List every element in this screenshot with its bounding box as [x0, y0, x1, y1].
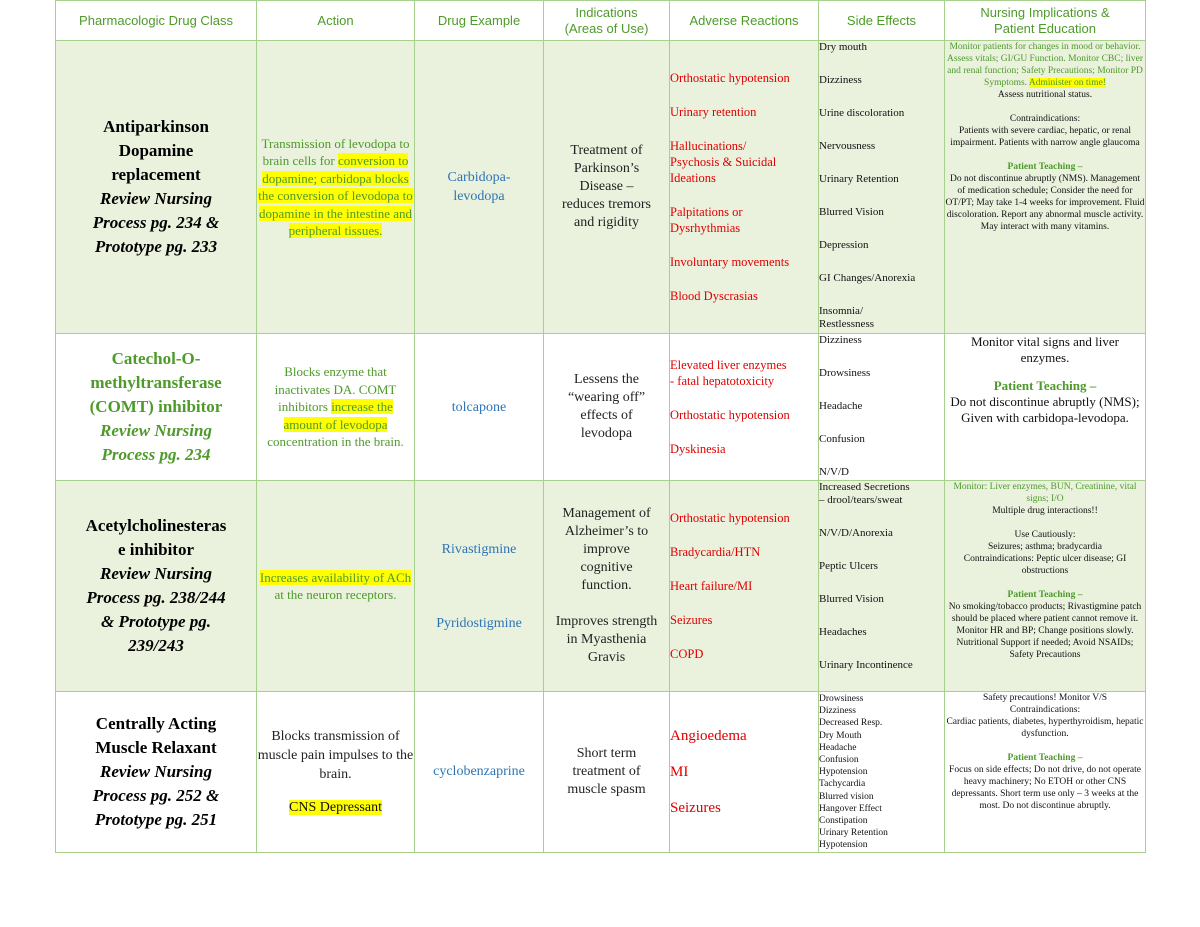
side-effect-item: N/V/D/Anorexia: [819, 527, 893, 539]
side-effect-item: Dizziness: [819, 74, 862, 86]
header-adverse-reactions: Adverse Reactions: [670, 1, 819, 41]
side-effect-item: Urinary Incontinence: [819, 659, 913, 671]
indication-line: Management of: [562, 506, 651, 521]
side-effect-item: Dry mouth: [819, 41, 867, 53]
header-action: Action: [257, 1, 415, 41]
action-highlight: Increases availability of ACh: [259, 569, 412, 585]
adverse-reactions-cell: [670, 481, 819, 692]
adverse-item: Palpitations or: [670, 205, 743, 219]
reference-line: Process pg. 238/244: [86, 588, 226, 607]
contraindications-text: Cardiac patients, diabetes, hyperthyroidism, hepatic dysfunction.: [946, 717, 1144, 739]
reference-line: 239/243: [128, 636, 184, 655]
drug-name: tolcapone: [451, 399, 507, 415]
class-name-line: (COMT) inhibitor: [89, 397, 223, 416]
adverse-item: Orthostatic hypotension: [670, 71, 790, 85]
adverse-reactions-cell: [670, 692, 819, 853]
indication-line: Lessens the: [574, 372, 639, 387]
adverse-item: Heart failure/MI: [670, 579, 753, 593]
side-effect-item: Drowsiness: [819, 694, 864, 704]
side-effect-item: Urine discoloration: [819, 107, 905, 119]
adverse-item: Angioedema: [670, 727, 747, 744]
caution-text: Seizures; asthma; bradycardia: [988, 542, 1102, 552]
indication-line: function.: [581, 578, 632, 593]
reference-line: Process pg. 234: [101, 445, 211, 464]
drug-name: Pyridostigmine: [436, 615, 522, 631]
class-name-line: Dopamine: [118, 141, 194, 160]
adverse-item: - fatal hepatotoxicity: [670, 374, 775, 388]
indication-line: Short term: [576, 745, 637, 761]
action-text: Transmission of levodopa to brain cells for: [261, 135, 410, 168]
indication-line: Alzheimer’s to: [564, 524, 649, 539]
caution-title: Use Cautiously:: [1014, 530, 1076, 540]
side-effects-cell: [819, 41, 945, 334]
side-effect-item: Headache: [819, 400, 863, 412]
action-cell: [257, 692, 415, 853]
nursing-text: Safety precautions! Monitor V/S: [982, 693, 1108, 703]
side-effect-item: Insomnia/: [819, 305, 863, 317]
drug-class-cell: [56, 334, 257, 481]
patient-teaching-text: Do not discontinue abruptly (NMS); Given with carbidopa-levodopa.: [950, 394, 1140, 425]
reference-line: Prototype pg. 251: [94, 809, 218, 829]
drug-name: Carbidopa-: [447, 170, 511, 185]
patient-teaching-title: Patient Teaching –: [1007, 162, 1083, 172]
adverse-item: Orthostatic hypotension: [670, 511, 790, 525]
side-effects-cell: [819, 481, 945, 692]
class-name-line: Catechol-O-: [111, 349, 201, 368]
side-effect-item: Blurred vision: [819, 791, 874, 802]
action-highlight: increase the amount of levodopa: [283, 399, 393, 432]
side-effect-item: Dizziness: [819, 334, 862, 346]
nursing-implications-cell: [945, 334, 1146, 481]
reference-line: Review Nursing: [100, 564, 212, 583]
side-effects-cell: [819, 692, 945, 853]
indications-cell: [544, 41, 670, 334]
reference-line: Prototype pg. 233: [94, 237, 218, 256]
indication-line: reduces tremors: [561, 197, 652, 212]
class-name-line: e inhibitor: [117, 540, 195, 559]
patient-teaching-text: No smoking/tobacco products; Rivastigmine patch should be placed where patient cannot remove it. Monitor HR and BP; Change positions slowly. Nutritional Support if needed; Avoid NSAIDs; Safety Precautions: [948, 602, 1142, 660]
indication-line: treatment of: [572, 763, 641, 779]
drug-class-cell: [56, 41, 257, 334]
side-effect-item: Dry Mouth: [819, 730, 862, 741]
patient-teaching-text: Do not discontinue abruptly (NMS). Management of medication schedule; Consider the need for OT/PT; May take 1-4 weeks for improvement. Fluid discoloration. Report any abnormal muscle activity. May interact with many vitamins.: [945, 174, 1145, 232]
indication-line: effects of: [580, 408, 633, 423]
header-side-effects: Side Effects: [819, 1, 945, 41]
adverse-item: Psychosis & Suicidal: [670, 155, 777, 169]
adverse-item: Elevated liver enzymes: [670, 358, 787, 372]
drug-example-cell: [415, 41, 544, 334]
patient-teaching-title: Patient Teaching –: [993, 378, 1097, 393]
indication-line: cognitive: [580, 560, 633, 575]
adverse-item: Hallucinations/: [670, 139, 747, 153]
nursing-implications-cell: [945, 692, 1146, 853]
side-effect-item: Blurred Vision: [819, 206, 884, 218]
header-nursing-implications: Nursing Implications & Patient Education: [945, 1, 1146, 41]
action-text: concentration in the brain.: [267, 434, 404, 450]
header-row: [56, 1, 1146, 41]
table-row: [56, 692, 1146, 853]
contraindications-title: Contraindications:: [1009, 114, 1081, 124]
side-effect-item: Dizziness: [819, 706, 856, 717]
drug-example-cell: [415, 334, 544, 481]
nursing-monitor-text: Monitor: Liver enzymes, BUN, Creatinine, vital signs; I/O: [953, 482, 1137, 504]
adverse-item: Blood Dyscrasias: [670, 289, 758, 303]
indication-line: muscle spasm: [567, 781, 646, 797]
side-effect-item: Constipation: [819, 816, 868, 827]
side-effect-item: Peptic Ulcers: [819, 560, 878, 572]
nursing-text: Monitor vital signs and liver enzymes.: [970, 334, 1120, 365]
adverse-item: Ideations: [670, 171, 716, 185]
indication-line: Gravis: [587, 650, 626, 665]
table-row: [56, 481, 1146, 692]
reference-line: Process pg. 252 &: [92, 785, 220, 805]
adverse-item: Bradycardia/HTN: [670, 545, 761, 559]
action-cell: [257, 41, 415, 334]
indication-line: Parkinson’s: [573, 161, 640, 176]
side-effect-item: GI Changes/Anorexia: [819, 272, 916, 284]
side-effect-item: Depression: [819, 239, 869, 251]
patient-teaching-title: Patient Teaching –: [1007, 753, 1083, 763]
indications-cell: [544, 334, 670, 481]
header-drug-class: Pharmacologic Drug Class: [56, 1, 257, 41]
action-highlight: conversion to dopamine; carbidopa blocks the conversion of levodopa to dopamine in the intestine and peripheral tissues.: [258, 153, 413, 238]
action-highlight: CNS Depressant: [289, 799, 382, 815]
indication-line: “wearing off”: [567, 390, 646, 405]
table-row: [56, 334, 1146, 481]
indications-cell: [544, 481, 670, 692]
side-effect-item: Drowsiness: [819, 367, 871, 379]
reference-line: & Prototype pg.: [100, 612, 211, 631]
nursing-highlight: Administer on time!: [1028, 78, 1106, 88]
side-effect-item: Blurred Vision: [819, 593, 884, 605]
adverse-item: Dysrhythmias: [670, 221, 741, 235]
drug-name: cyclobenzaprine: [433, 764, 525, 780]
adverse-reactions-cell: [670, 41, 819, 334]
side-effect-item: Hypotension: [819, 840, 868, 851]
adverse-item: Seizures: [670, 613, 713, 627]
side-effect-item: Confusion: [819, 433, 865, 445]
indication-line: in Myasthenia: [566, 632, 647, 647]
action-text: at the neuron receptors.: [274, 587, 397, 602]
patient-teaching-text: Focus on side effects; Do not drive, do not operate heavy machinery; No ETOH or other CNS depressants. Short term use only – 3 weeks at the most. Do not discontinue abruptly.: [949, 765, 1141, 811]
side-effect-item: Headaches: [819, 626, 867, 638]
reference-line: Review Nursing: [100, 421, 212, 440]
indication-line: levodopa: [580, 426, 633, 441]
table-row: [56, 41, 1146, 334]
patient-teaching-title: Patient Teaching –: [1007, 590, 1083, 600]
side-effect-item: – drool/tears/sweat: [819, 494, 903, 506]
indication-line: Treatment of: [570, 143, 643, 158]
class-name-line: Centrally Acting: [95, 713, 217, 733]
side-effect-item: N/V/D: [819, 466, 849, 478]
side-effect-item: Increased Secretions: [819, 481, 910, 493]
class-name-line: Acetylcholinesteras: [85, 516, 227, 535]
side-effect-item: Urinary Retention: [819, 828, 888, 839]
contraindications-title: Contraindications:: [1009, 705, 1081, 715]
side-effect-item: Hangover Effect: [819, 803, 882, 814]
action-cell: [257, 481, 415, 692]
indication-line: improve: [583, 542, 630, 557]
reference-line: Review Nursing: [100, 761, 212, 781]
nursing-text: Assess nutritional status.: [997, 90, 1093, 100]
action-text: Blocks enzyme that inactivates DA. COMT inhibitors: [274, 364, 397, 415]
side-effects-cell: [819, 334, 945, 481]
indication-line: Disease –: [579, 179, 634, 194]
adverse-item: Involuntary movements: [670, 255, 790, 269]
drug-example-cell: [415, 692, 544, 853]
adverse-item: MI: [670, 763, 689, 780]
drug-name: levodopa: [453, 189, 505, 204]
drug-name: Rivastigmine: [441, 541, 517, 557]
header-drug-example: Drug Example: [415, 1, 544, 41]
adverse-item: Orthostatic hypotension: [670, 408, 790, 422]
contraindications-text: Patients with severe cardiac, hepatic, or renal impairment. Patients with narrow angle glaucoma: [950, 126, 1140, 148]
side-effect-item: Confusion: [819, 755, 859, 766]
indication-line: Improves strength: [555, 614, 658, 629]
side-effect-item: Hypotension: [819, 767, 868, 778]
nursing-monitor-text: Monitor patients for changes in mood or behavior. Assess vitals; GI/GU Function. Monitor CBC; liver and renal function; Safety Precautions; Monitor PD Symptoms.: [946, 42, 1144, 88]
drug-class-cell: [56, 481, 257, 692]
contraindications-text: Contraindications: Peptic ulcer disease; GI obstructions: [963, 554, 1127, 576]
action-text: Blocks transmission of muscle pain impulses to the brain.: [257, 728, 414, 782]
adverse-item: Dyskinesia: [670, 442, 726, 456]
header-indications: Indications (Areas of Use): [544, 1, 670, 41]
drug-class-table: [55, 0, 1146, 853]
adverse-item: Seizures: [670, 799, 721, 816]
class-name-line: Muscle Relaxant: [95, 737, 217, 757]
reference-line: Review Nursing: [100, 189, 212, 208]
class-name-line: methyltransferase: [90, 373, 222, 392]
drug-class-cell: [56, 692, 257, 853]
class-name-line: replacement: [111, 165, 201, 184]
reference-line: Process pg. 234 &: [92, 213, 220, 232]
indications-cell: [544, 692, 670, 853]
nursing-text: Multiple drug interactions!!: [992, 506, 1098, 516]
adverse-item: Urinary retention: [670, 105, 757, 119]
side-effect-item: Tachycardia: [819, 779, 866, 790]
side-effect-item: Nervousness: [819, 140, 876, 152]
nursing-implications-cell: [945, 41, 1146, 334]
nursing-implications-cell: [945, 481, 1146, 692]
adverse-reactions-cell: [670, 334, 819, 481]
adverse-item: COPD: [670, 647, 704, 661]
side-effect-item: Restlessness: [819, 318, 874, 330]
side-effect-item: Urinary Retention: [819, 173, 899, 185]
drug-example-cell: [415, 481, 544, 692]
class-name-line: Antiparkinson: [103, 117, 209, 136]
indication-line: and rigidity: [574, 215, 639, 230]
side-effect-item: Headache: [819, 742, 857, 753]
action-cell: [257, 334, 415, 481]
side-effect-item: Decreased Resp.: [819, 718, 883, 729]
